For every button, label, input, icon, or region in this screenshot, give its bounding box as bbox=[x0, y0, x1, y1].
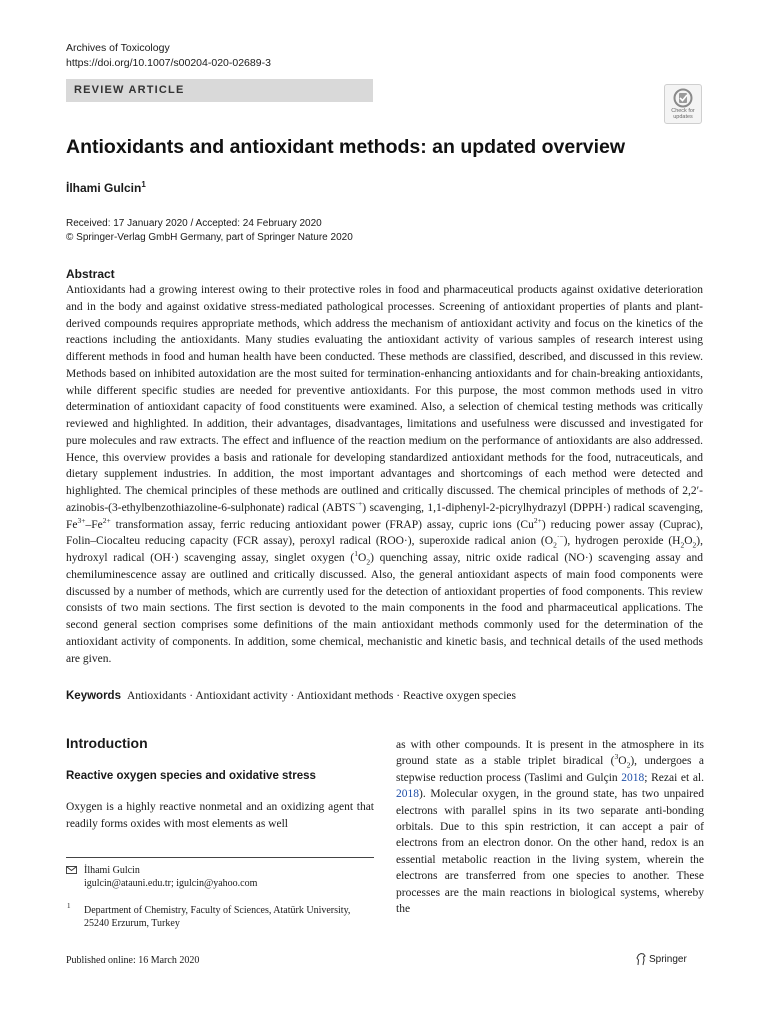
keywords-label: Keywords bbox=[66, 690, 121, 702]
check-label-2: updates bbox=[673, 114, 693, 120]
check-for-updates-badge[interactable] bbox=[664, 84, 702, 124]
author-name[interactable]: İlhami Gulcin bbox=[66, 181, 142, 195]
abstract-heading: Abstract bbox=[66, 267, 115, 281]
author[interactable] bbox=[66, 177, 146, 196]
corresponding-author-name: İlhami Gulcin bbox=[84, 865, 140, 876]
springer-horse-icon bbox=[635, 952, 647, 966]
citation-link[interactable]: 2018 bbox=[396, 788, 419, 801]
received-dates: Received: 17 January 2020 / Accepted: 24 February 2020 bbox=[66, 218, 322, 229]
check-label-1: Check for bbox=[671, 108, 695, 114]
citation-link[interactable]: 2018 bbox=[621, 771, 645, 784]
affiliation-text: Department of Chemistry, Faculty of Sciences, Atatürk University, 25240 Erzurum, Turkey bbox=[84, 905, 351, 929]
copyright-line: © Springer-Verlag GmbH Germany, part of Springer Nature 2020 bbox=[66, 232, 353, 243]
intro-left-paragraph: Oxygen is a highly reactive nonmetal and an oxidizing agent that readily forms oxides with most elements as well bbox=[66, 801, 374, 830]
ros-subheading: Reactive oxygen species and oxidative stress bbox=[66, 770, 316, 782]
envelope-icon bbox=[66, 866, 77, 874]
check-updates-icon bbox=[673, 88, 693, 108]
doi-link[interactable]: https://doi.org/10.1007/s00204-020-02689-3 bbox=[66, 57, 271, 69]
keywords-list: Antioxidants · Antioxidant activity · Antioxidant methods · Reactive oxygen species bbox=[126, 690, 516, 702]
introduction-heading: Introduction bbox=[66, 735, 148, 751]
publisher-name: Springer bbox=[649, 954, 687, 965]
affiliation-number: 1 bbox=[67, 902, 71, 910]
article-type-label: REVIEW ARTICLE bbox=[74, 84, 185, 96]
keywords bbox=[66, 688, 516, 704]
article-type-band bbox=[66, 79, 373, 102]
abstract-text: Antioxidants had a growing interest owing to their protective roles in food and pharmaceutical products against oxidative deterioration and in the body and against oxidative stress-mediated pathological processes. Screening of antioxidant properties of plants and plant-derived compounds requires appropriate methods, which address the mechanism of antioxidant activity and focus on the kinetics of the reactions including the antioxidants. Many studies evaluating the antioxidant activity of various samples of research interest using different methods in food and human health have been conducted. These methods are classified, described, and discussed in this review. Methods based on inhibited autoxidation are the most suited for termination-enhancing antioxidants and for chain-breaking antioxidants, while different specific studies are needed for preventive antioxidants. For this purpose, the most common methods used in vitro determination of antioxidant capacity of food constituents were examined. Also, a selection of chemical testing methods was critically reviewed and highlighted. In addition, their advantages, disadvantages, limitations and usefulness were discussed and investigated for pure molecules and raw extracts. The effect and influence of the reaction medium on the performance of antioxidants are also addressed. Hence, this overview provides a basis and rationale for developing standardized antioxidant methods for the food, nutraceuticals, and dietary supplement industries. In addition, the most important advantages and shortcomings of each method were detected and highlighted. The chemical principles of these methods are outlined and critically discussed. The chemical principles of methods of 2,2′-azinobis-(3-ethylbenzothiazoline-6-sulphonate) radical (ABTS·+) scavenging, 1,1-diphenyl-2-picrylhydrazyl (DPPH·) radical scavenging, $Fe^{3+}-Fe^{2+}$ transformation assay, ferric reducing antioxidant power (FRAP) assay, cupric ions $(Cu^{2+})$ reducing power assay (Cuprac), Folin–Ciocalteu reducing capacity (FCR assay), peroxyl radical (ROO·), superoxide radical anion $(O_2^{\cdot-})$, hydrogen peroxide $(H_2O_2)$, hydroxyl radical (OH·) scavenging assay, singlet oxygen $(^1O_2)$ quenching assay, nitric oxide radical (NO·) scavenging assay and chemiluminescence assay are outlined and critically discussed. Also, the general antioxidant aspects of main food components were discussed by a number of methods, which are currently used for the detection of antioxidant properties of food components. This review consists of two main sections. The first section is devoted to the main components in the food and pharmaceutical applications. The second general section comprises some definitions of the main antioxidant methods commonly used for the determination of the antioxidant activity of components. In addition, some chemical, mechanistic and kinetic basis, and technical details of the used methods are given. bbox=[66, 284, 703, 665]
journal-name: Archives of Toxicology bbox=[66, 42, 170, 54]
footnote-divider bbox=[66, 857, 374, 858]
affiliation-mark: 1 bbox=[141, 180, 146, 189]
intro-right-column: as with other compounds. It is present in the atmosphere in its ground state as a stable triplet biradical $(^3O_2)$, undergoes a stepwise reduction process (Taslimi and Gulçin 2018; Rezai et al. 2018). Molecular oxygen, in the ground state, has two unpaired electrons with parallel spins in its two separate anti-bonding orbitals. Due to this spin restriction, it can accept a pair of electrons from an electron donor. On the other hand, redox is an essential metabolic reaction in the living system, wherein the electrons are transferred from one species to another. These processes are the main reactions in biological systems, whereby the bbox=[396, 739, 704, 916]
published-online: Published online: 16 March 2020 bbox=[66, 955, 200, 966]
article-title: Antioxidants and antioxidant methods: an updated overview bbox=[66, 136, 626, 158]
corresponding-author-email[interactable]: igulcin@atauni.edu.tr; igulcin@yahoo.com bbox=[84, 878, 258, 889]
